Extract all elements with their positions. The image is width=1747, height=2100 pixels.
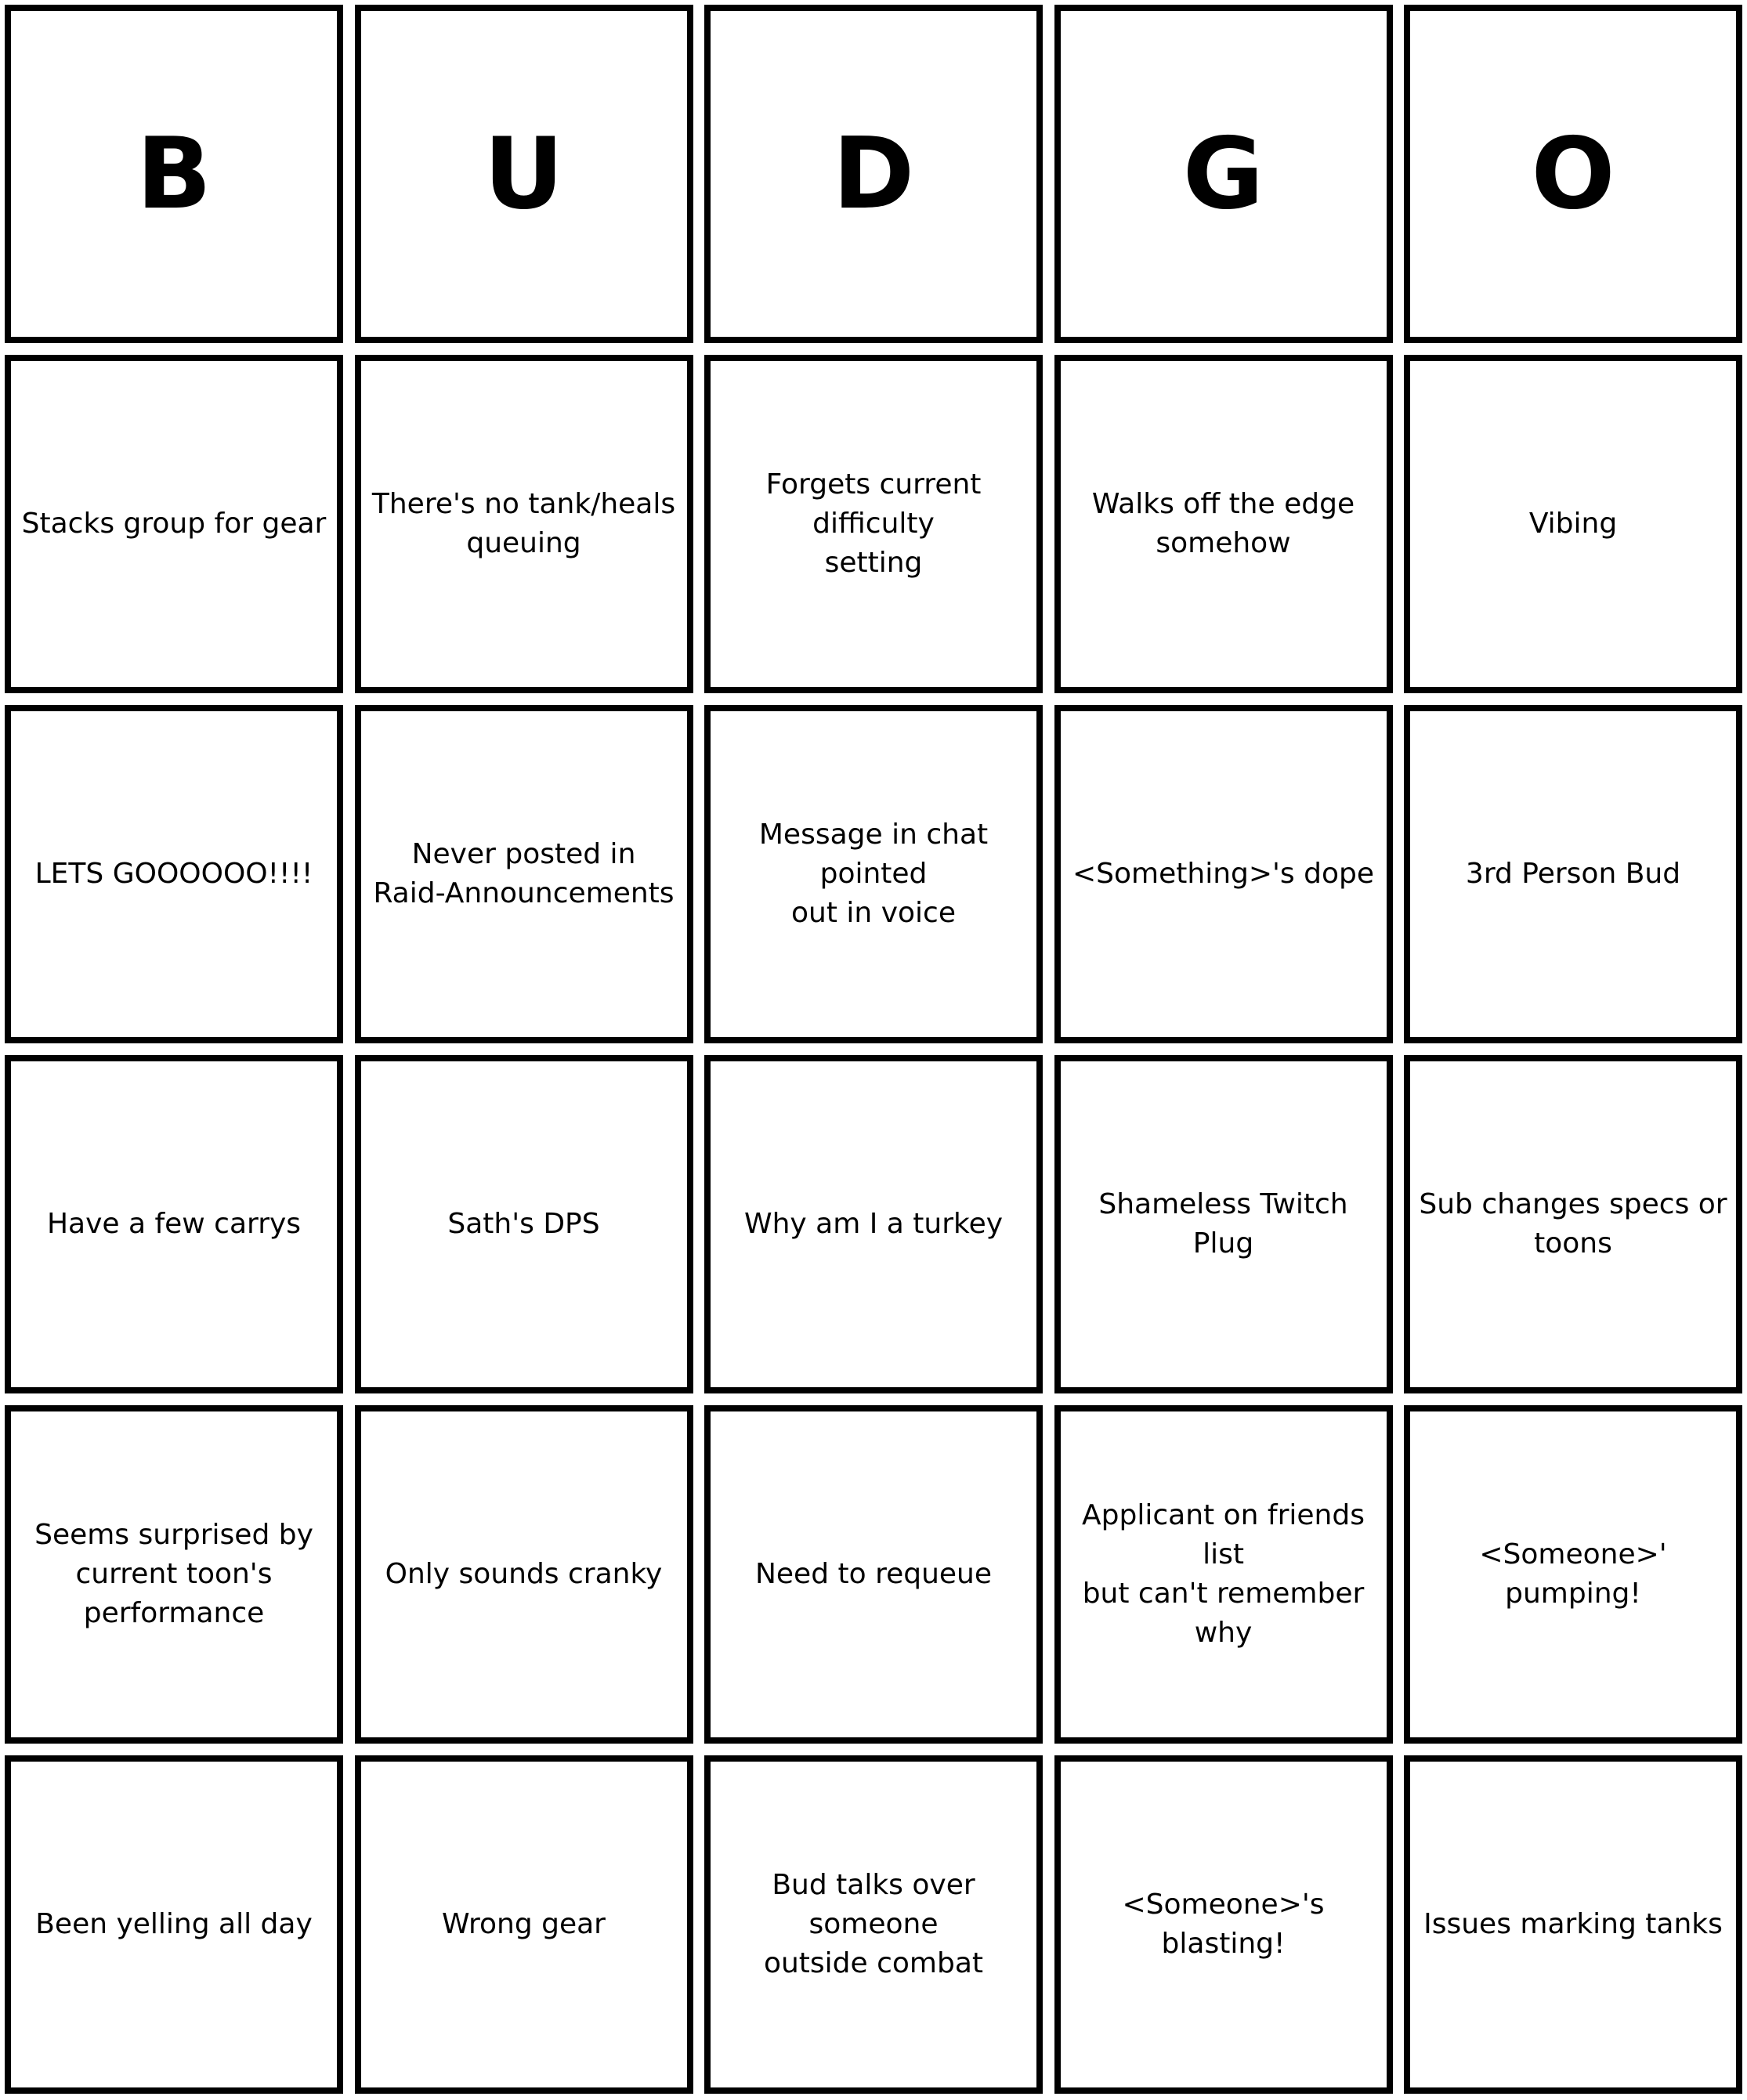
square-label: 3rd Person Bud xyxy=(1465,858,1681,890)
header-cell-b xyxy=(5,5,343,343)
square-label: LETS GOOOOOO!!!! xyxy=(34,858,313,890)
bingo-square-r1-c3[interactable] xyxy=(704,355,1043,693)
square-label: There's no tank/heals queuing xyxy=(371,488,676,559)
square-label: Have a few carrys xyxy=(46,1208,302,1240)
square-label: <Something>'s dope xyxy=(1072,858,1374,890)
header-letter: O xyxy=(1531,116,1615,231)
header-letter: D xyxy=(832,116,915,231)
square-label: Sub changes specs or toons xyxy=(1419,1188,1727,1260)
square-label: <Someone>'s blasting! xyxy=(1122,1889,1325,1960)
square-label: Message in chat pointed out in voice xyxy=(758,819,989,929)
bingo-square-r5-c4[interactable] xyxy=(1054,1755,1393,2094)
bingo-square-r4-c3[interactable] xyxy=(704,1405,1043,1744)
bingo-square-r4-c4[interactable] xyxy=(1054,1405,1393,1744)
square-label: Vibing xyxy=(1528,508,1618,540)
square-label: Need to requeue xyxy=(754,1558,993,1590)
bingo-square-r2-c3[interactable] xyxy=(704,705,1043,1043)
square-label: Only sounds cranky xyxy=(385,1558,663,1590)
bingo-square-r1-c5[interactable] xyxy=(1404,355,1742,693)
header-cell-o xyxy=(1404,5,1742,343)
square-label: <Someone>' pumping! xyxy=(1479,1538,1667,1610)
square-label: Issues marking tanks xyxy=(1423,1908,1723,1940)
bingo-square-r5-c3[interactable] xyxy=(704,1755,1043,2094)
square-label: Why am I a turkey xyxy=(743,1208,1004,1240)
square-label: Walks off the edge somehow xyxy=(1091,488,1355,559)
bingo-square-r1-c4[interactable] xyxy=(1054,355,1393,693)
square-label: Wrong gear xyxy=(442,1908,606,1940)
bingo-square-r3-c4[interactable] xyxy=(1054,1055,1393,1393)
bingo-square-r1-c2[interactable] xyxy=(355,355,693,693)
square-label: Sath's DPS xyxy=(447,1208,600,1240)
bingo-square-r5-c2[interactable] xyxy=(355,1755,693,2094)
square-label: Been yelling all day xyxy=(35,1908,313,1940)
header-letter: B xyxy=(136,116,212,231)
header-letter: U xyxy=(483,116,564,231)
bingo-square-r4-c2[interactable] xyxy=(355,1405,693,1744)
bingo-square-r5-c5[interactable] xyxy=(1404,1755,1742,2094)
header-letter: G xyxy=(1182,116,1264,231)
square-label: Applicant on friends list but can't remember why xyxy=(1082,1499,1365,1649)
bingo-square-r3-c1[interactable] xyxy=(5,1055,343,1393)
square-label: Forgets current difficulty setting xyxy=(765,468,982,579)
bingo-square-r2-c4[interactable] xyxy=(1054,705,1393,1043)
bingo-square-r4-c5[interactable] xyxy=(1404,1405,1742,1744)
bingo-square-r4-c1[interactable] xyxy=(5,1405,343,1744)
square-label: Bud talks over someone outside combat xyxy=(763,1869,984,1979)
bingo-square-r2-c1[interactable] xyxy=(5,705,343,1043)
header-cell-u xyxy=(355,5,693,343)
bingo-square-r5-c1[interactable] xyxy=(5,1755,343,2094)
bingo-square-r1-c1[interactable] xyxy=(5,355,343,693)
bingo-square-r3-c2[interactable] xyxy=(355,1055,693,1393)
bingo-square-r3-c3[interactable] xyxy=(704,1055,1043,1393)
header-cell-d xyxy=(704,5,1043,343)
bingo-square-r3-c5[interactable] xyxy=(1404,1055,1742,1393)
header-cell-g xyxy=(1054,5,1393,343)
bingo-square-r2-c2[interactable] xyxy=(355,705,693,1043)
square-label: Stacks group for gear xyxy=(21,508,327,540)
square-label: Shameless Twitch Plug xyxy=(1098,1188,1348,1260)
bingo-square-r2-c5[interactable] xyxy=(1404,705,1742,1043)
square-label: Seems surprised by current toon's performance xyxy=(34,1519,313,1629)
bingo-board xyxy=(5,5,1742,2094)
square-label: Never posted in Raid-Announcements xyxy=(373,838,675,909)
